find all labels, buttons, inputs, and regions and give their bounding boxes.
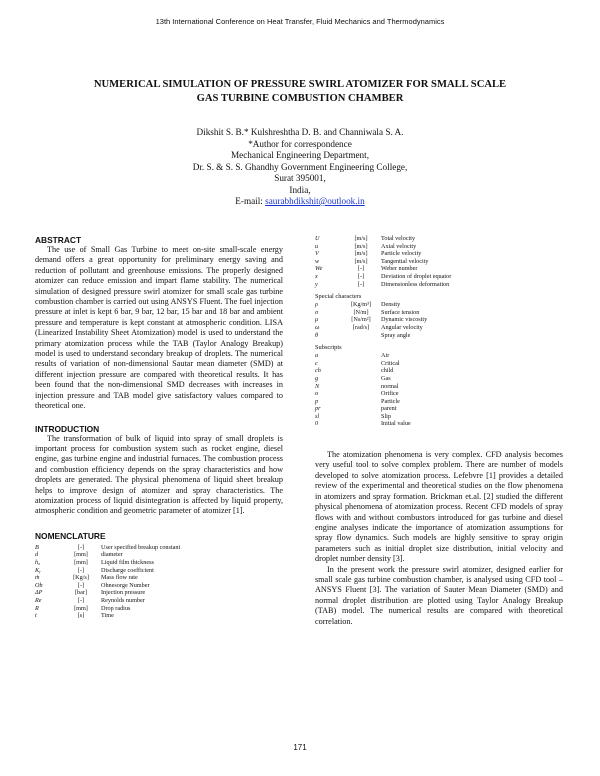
conference-header: 13th International Conference on Heat Transfer, Fluid Mechanics and Thermodynamics bbox=[155, 17, 445, 26]
nomenclature-sym: c bbox=[315, 359, 318, 367]
nomenclature-desc: Dynamic viscosity bbox=[381, 316, 428, 324]
department: Mechanical Engineering Department, bbox=[230, 150, 369, 160]
nomenclature-row bbox=[315, 352, 411, 360]
nomenclature-unit: [-] bbox=[357, 280, 365, 288]
nomenclature-desc: normal bbox=[381, 382, 399, 390]
nomenclature-row bbox=[35, 551, 180, 559]
nomenclature-sym: u bbox=[315, 242, 319, 250]
nomenclature-sym: B bbox=[35, 543, 39, 551]
right-column bbox=[315, 235, 563, 627]
nomenclature-sym: ch bbox=[315, 367, 321, 375]
nomenclature-sym: w bbox=[315, 257, 320, 265]
nomenclature-desc: Weber number bbox=[381, 265, 418, 273]
page-number: 171 bbox=[293, 743, 307, 752]
nomenclature-desc: Particle velocity bbox=[381, 250, 422, 258]
nomenclature-sym: y bbox=[315, 280, 318, 288]
nomenclature-desc: Initial value bbox=[381, 420, 411, 428]
author-block bbox=[100, 127, 500, 208]
nomenclature-unit: [Kg/m³] bbox=[350, 301, 372, 309]
nomenclature-desc: Axial velocity bbox=[381, 242, 417, 250]
nomenclature-row bbox=[315, 273, 451, 281]
abstract-text: The use of Small Gas Turbine to meet on-site small-scale energy demand offers a great opportunity for preliminary energy saving and reduction of pollutant and greenhouse emissions. The properly designed atomizer can reduce emission and impart flame stability. The numerical simulation of designed pressure swirl atomizer for small scale gas turbine combustion chamber is carried out using ANSYS Fluent. The fuel injection pressure at inlet is kept 6 bar, 9 bar, 12 bar, 15 bar and 18 bar and ambient pressure and temperature is kept constant at atmospheric condition. LISA (Linearized Instability Sheet Atomization) model is used to understand the primary atomization process while the TAB (Taylor Analogy Breakup) model is used to understand secondary breakup of droplets. The numerical results of variation of non-dimensional Sautar mean diameter (SMD) at different injection pressure are compared with theoretical results. It has been found that the non-dimensional SMD decreases with increases in injection pressure and TAB model give satisfactory values compared to theoretical one. bbox=[35, 245, 283, 411]
subscripts-table bbox=[315, 352, 411, 428]
nomenclature-sym: ω bbox=[315, 323, 320, 331]
paper-title bbox=[60, 78, 540, 106]
nomenclature-sym: ṁ bbox=[35, 574, 40, 582]
nomenclature-desc: Liquid film thickness bbox=[101, 558, 154, 566]
nomenclature-row bbox=[315, 405, 411, 413]
nomenclature-unit: [N/m] bbox=[353, 308, 369, 316]
nomenclature-row bbox=[315, 301, 427, 309]
nomenclature-row bbox=[315, 367, 411, 375]
nomenclature-unit: [s] bbox=[77, 612, 85, 620]
nomenclature-sym: g bbox=[315, 374, 319, 382]
nomenclature-unit: [m/s] bbox=[354, 235, 368, 242]
nomenclature-sym: U bbox=[315, 235, 320, 242]
nomenclature-desc: Ohnesorge Number bbox=[101, 581, 150, 589]
nomenclature-desc: Dimensionless deformation bbox=[381, 280, 450, 288]
city: Surat 395001, bbox=[274, 173, 326, 183]
nomenclature-desc: Discharge coefficient bbox=[101, 566, 154, 574]
nomenclature-row bbox=[35, 544, 180, 552]
nomenclature-row bbox=[315, 235, 451, 243]
nomenclature-unit bbox=[341, 332, 381, 340]
nomenclature-row bbox=[315, 281, 451, 289]
nomenclature-sym: σ bbox=[315, 308, 319, 316]
nomenclature-desc: Spray angle bbox=[381, 331, 411, 339]
nomenclature-row bbox=[315, 390, 411, 398]
nomenclature-row bbox=[315, 383, 411, 391]
nomenclature-unit: [rad/s] bbox=[352, 323, 370, 331]
nomenclature-sym: pr bbox=[315, 405, 321, 413]
nomenclature-unit: [bar] bbox=[74, 589, 88, 597]
right-paragraph-2: In the present work the pressure swirl atomizer, designed earlier for small scale gas turbine combustion chamber, is analysed using CFD tool – ANSYS Fluent [3]. The variation of Sauter Mean Diameter (SMD) and normal droplet distribution are plotted using Taylor Analogy Breakup (TAB) model. The numerical results are compared with theoretical correlation. bbox=[315, 564, 563, 626]
nomenclature-row bbox=[315, 324, 427, 332]
nomenclature-row bbox=[315, 250, 451, 258]
nomenclature-unit: [-] bbox=[77, 581, 85, 589]
subscripts-heading: Subscripts bbox=[315, 344, 342, 352]
nomenclature-desc: Total velocity bbox=[381, 235, 416, 242]
country: India, bbox=[289, 184, 311, 195]
nomenclature-sym: We bbox=[315, 265, 323, 273]
nomenclature-desc: Tangential velocity bbox=[381, 257, 429, 265]
nomenclature-sym: Re bbox=[35, 596, 42, 604]
nomenclature-sym: Kᵧ bbox=[35, 566, 41, 574]
nomenclature-sym: Oh bbox=[35, 581, 43, 589]
nomenclature-desc: Injection pressure bbox=[101, 589, 146, 597]
email-label: E-mail: bbox=[235, 196, 266, 206]
nomenclature-desc: diameter bbox=[101, 551, 123, 559]
college: Dr. S. & S. S. Ghandhy Government Engineering College, bbox=[192, 161, 408, 172]
nomenclature-row bbox=[315, 316, 427, 324]
nomenclature-unit: [mm] bbox=[74, 558, 88, 566]
author-names: Dikshit S. B.* Kulshreshtha D. B. and Channiwala S. A. bbox=[196, 127, 404, 137]
nomenclature-row bbox=[35, 589, 180, 597]
nomenclature-unit: [-] bbox=[357, 265, 365, 273]
special-characters-heading: Special characters bbox=[315, 293, 362, 301]
nomenclature-table bbox=[35, 544, 180, 620]
nomenclature-unit: [-] bbox=[357, 272, 365, 280]
abstract-heading: ABSTRACT bbox=[35, 235, 82, 245]
nomenclature-desc: child bbox=[381, 367, 394, 375]
nomenclature-sym: a bbox=[315, 352, 319, 360]
nomenclature-desc: Drop radius bbox=[101, 604, 131, 612]
nomenclature-desc: User specified breakup constant bbox=[101, 543, 181, 551]
left-column bbox=[35, 235, 283, 620]
nomenclature-row bbox=[315, 243, 451, 251]
nomenclature-desc: Orifice bbox=[381, 390, 399, 398]
nomenclature-unit: [mm] bbox=[74, 604, 88, 612]
nomenclature-row bbox=[35, 582, 180, 590]
introduction-heading: INTRODUCTION bbox=[35, 423, 100, 434]
nomenclature-unit: [-] bbox=[77, 596, 85, 604]
nomenclature-row bbox=[315, 265, 451, 273]
nomenclature-row bbox=[315, 420, 411, 428]
right-paragraph-1: The atomization phenomena is very complex. CFD analysis becomes very useful tool to solve complex problem. There are number of models developed to solve atomization process. Lefebvre [1] provides a detailed review of the experimental and theoretical studies on the flow phenomena in atomizers and spray formation. Brickman et.al. [2] studied the different physical phenomena of atomization process. Recent CFD models of spray flows with and without combustors introduced for gas turbine and diesel engine analyses indicate the importance of atomization assumptions for spray flow dynamics. Such models are highly sensitive to spray origin parameters such as initial droplet size distribution, initial velocity and droplet number density [3]. bbox=[315, 450, 563, 564]
nomenclature-desc: Particle bbox=[381, 397, 400, 405]
nomenclature-unit: [-] bbox=[77, 566, 85, 574]
nomenclature-sym: V bbox=[315, 250, 319, 258]
nomenclature-sym: 0 bbox=[315, 420, 319, 428]
nomenclature-sym: sl bbox=[315, 412, 320, 420]
nomenclature-desc: Air bbox=[381, 352, 390, 360]
nomenclature-desc: Time bbox=[101, 612, 114, 620]
nomenclature-sym: o bbox=[315, 390, 319, 398]
nomenclature-desc: Slip bbox=[381, 412, 391, 420]
nomenclature-unit: [Kg/s] bbox=[73, 574, 89, 582]
nomenclature-sym: h₀ bbox=[35, 558, 41, 566]
nomenclature-row bbox=[35, 605, 180, 613]
nomenclature-row bbox=[315, 398, 411, 406]
nomenclature-sym: R bbox=[35, 604, 39, 612]
nomenclature-sym: t bbox=[35, 612, 37, 620]
nomenclature-unit: [-] bbox=[77, 543, 85, 551]
nomenclature-unit: [mm] bbox=[74, 551, 88, 559]
nomenclature-sym: ΔP bbox=[35, 589, 43, 597]
nomenclature-row bbox=[35, 567, 180, 575]
nomenclature-sym: ρ bbox=[315, 301, 318, 309]
nomenclature-row bbox=[35, 559, 180, 567]
title-line-1: NUMERICAL SIMULATION OF PRESSURE SWIRL ATOMIZER FOR SMALL SCALE bbox=[93, 79, 507, 90]
nomenclature-sym: d bbox=[35, 551, 39, 559]
nomenclature-desc: Mass flow rate bbox=[101, 574, 138, 582]
nomenclature-sym: θ bbox=[315, 331, 319, 339]
nomenclature-desc: Critical bbox=[381, 359, 400, 367]
title-line-2: GAS TURBINE COMBUSTION CHAMBER bbox=[196, 93, 404, 104]
nomenclature-desc: parent bbox=[381, 405, 397, 413]
nomenclature-row bbox=[315, 413, 411, 421]
nomenclature-row bbox=[35, 597, 180, 605]
nomenclature-heading: NOMENCLATURE bbox=[35, 530, 106, 541]
nomenclature-row bbox=[315, 332, 427, 340]
nomenclature-unit: [m/s] bbox=[354, 250, 368, 258]
email-link[interactable]: saurabhdikshit@outlook.in bbox=[265, 196, 365, 206]
nomenclature-unit: [Ns/m²] bbox=[351, 316, 371, 324]
nomenclature-desc: Reynolds number bbox=[101, 596, 145, 604]
nomenclature-desc: Angular velocity bbox=[381, 323, 423, 331]
nomenclature-row bbox=[315, 360, 411, 368]
nomenclature-unit: [m/s] bbox=[354, 242, 368, 250]
nomenclature-row bbox=[315, 375, 411, 383]
correspondence-note: *Author for correspondence bbox=[248, 138, 352, 149]
special-characters-table bbox=[315, 301, 427, 339]
nomenclature-row bbox=[315, 258, 451, 266]
nomenclature-desc: Deviation of droplet equator bbox=[381, 272, 452, 280]
nomenclature-desc: Gas bbox=[381, 374, 391, 382]
nomenclature-desc: Density bbox=[381, 301, 401, 309]
introduction-text: The transformation of bulk of liquid into spray of small droplets is important process for combustion system such as rocket engine, diesel engine, gas turbine engine and industrial furnaces. The combustion process and combustion efficiency depends on the spray characteristics and how droplets are generated. The physical phenomena of liquid sheet breakup helps to improve design of atomizer and spray characteristics. The atomization process of liquid disintegration is affected by liquid property, atmospheric condition and geometric parameter of atomizer [1]. bbox=[35, 433, 283, 516]
nomenclature-unit: [m/s] bbox=[354, 257, 368, 265]
nomenclature-sym: N bbox=[315, 382, 320, 390]
nomenclature-row bbox=[315, 309, 427, 317]
nomenclature-sym: μ bbox=[315, 316, 319, 324]
nomenclature-table-continued bbox=[315, 235, 451, 288]
nomenclature-sym: x bbox=[315, 272, 318, 280]
nomenclature-row bbox=[35, 574, 180, 582]
nomenclature-sym: p bbox=[315, 397, 319, 405]
email-line bbox=[100, 196, 500, 208]
nomenclature-row bbox=[35, 612, 180, 620]
nomenclature-desc: Surface tension bbox=[381, 308, 420, 316]
